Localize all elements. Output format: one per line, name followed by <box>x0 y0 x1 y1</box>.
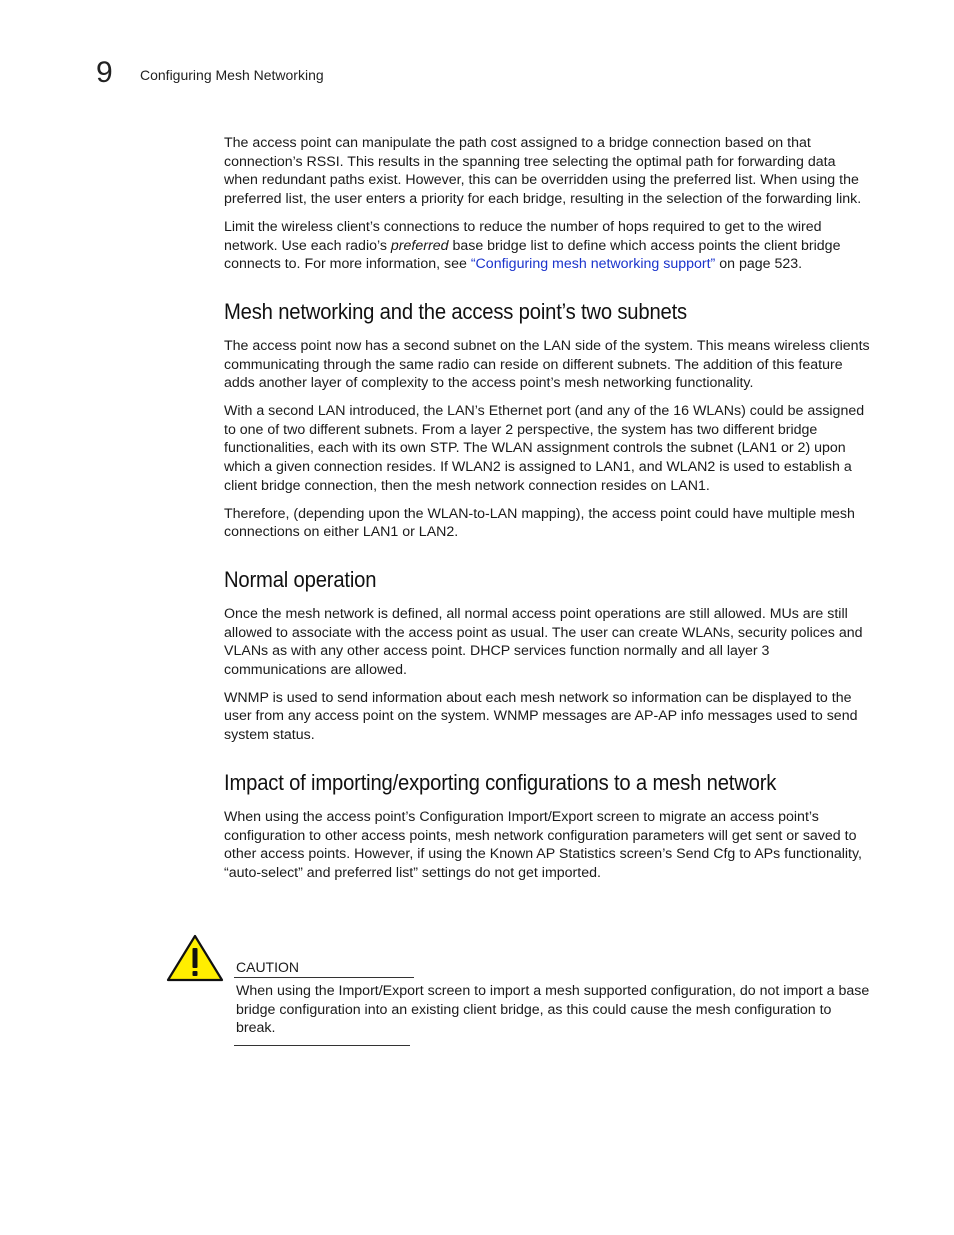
normal-paragraph-1: Once the mesh network is defined, all normal access point operations are still allowed. MUs are still allowed to associate with the access point as usual. The user can create WLANs, security polices and VLANs as with any other access point. DHCP services function normally and all layer 3 communications are allowed. <box>224 605 863 679</box>
caution-top-rule <box>234 977 414 978</box>
chapter-title: Configuring Mesh Networking <box>140 67 324 83</box>
intro-p2-text-c: on page 523. <box>715 256 803 273</box>
main-content <box>224 134 870 892</box>
caution-label: CAUTION <box>236 959 299 975</box>
section-heading-import-export: Impact of importing/exporting configurations to a mesh network <box>224 769 777 795</box>
subnets-paragraph-1: The access point now has a second subnet on the LAN side of the system. This means wireless clients communicating through the same radio can reside on different subnets. The addition of this feature adds another layer of complexity to the access point’s mesh networking functionality. <box>224 337 870 392</box>
intro-p2-text-a: Limit the wireless client’s connections to reduce the number of hops required to get to the wired network. Use each radio’s <box>224 218 822 254</box>
intro-p2-text-b: base bridge list to define which access points the client bridge connects to. For more information, see <box>224 237 841 273</box>
caution-text: When using the Import/Export screen to import a mesh supported configuration, do not import a base bridge configuration into an existing client bridge, as this could cause the mesh configuration to break. <box>236 983 870 1037</box>
normal-paragraph-2: WNMP is used to send information about each mesh network so information can be displayed to the user from any access point on the system. WNMP messages are AP-AP info messages used to send system status. <box>224 689 858 744</box>
intro-paragraph-1: The access point can manipulate the path cost assigned to a bridge connection based on that connection’s RSSI. This results in the spanning tree selecting the optimal path for forwarding data when redundant paths exist. However, this can be overridden using the preferred list. When using the preferred list, the user enters a priority for each bridge, resulting in the selection of the forwarding link. <box>224 135 862 208</box>
import-paragraph-1: When using the access point’s Configuration Import/Export screen to migrate an access point’s configuration to other access points, mesh network configuration parameters will get sent or saved to other access points. However, if using the Known AP Statistics screen’s Send Cfg to APs functionality, “auto-select” and preferred list” settings do not get imported. <box>224 808 862 881</box>
warning-triangle-icon <box>166 934 224 982</box>
section-heading-subnets: Mesh networking and the access point’s two subnets <box>224 298 687 324</box>
subnets-paragraph-3: Therefore, (depending upon the WLAN-to-LAN mapping), the access point could have multiple mesh connections on either LAN1 or LAN2. <box>224 505 855 541</box>
caution-bottom-rule <box>234 1045 410 1046</box>
caution-box <box>166 934 876 1050</box>
intro-p2-emphasis: preferred <box>390 237 449 254</box>
chapter-number: 9 <box>96 56 113 89</box>
section-heading-normal-operation: Normal operation <box>224 566 377 592</box>
subnets-paragraph-2: With a second LAN introduced, the LAN’s Ethernet port (and any of the 16 WLANs) could be assigned to one of two different subnets. From a layer 2 perspective, the system has two different bridge functionalities, each with its own STP. The WLAN assignment controls the subnet (LAN1 or 2) upon which a given connection resides. If WLAN2 is assigned to LAN1, and WLAN2 is used to establish a client bridge connection, then the mesh network connection resides on LAN1. <box>224 403 865 494</box>
cross-reference-link[interactable]: “Configuring mesh networking support” <box>470 256 716 273</box>
intro-paragraph-2 <box>224 218 870 274</box>
